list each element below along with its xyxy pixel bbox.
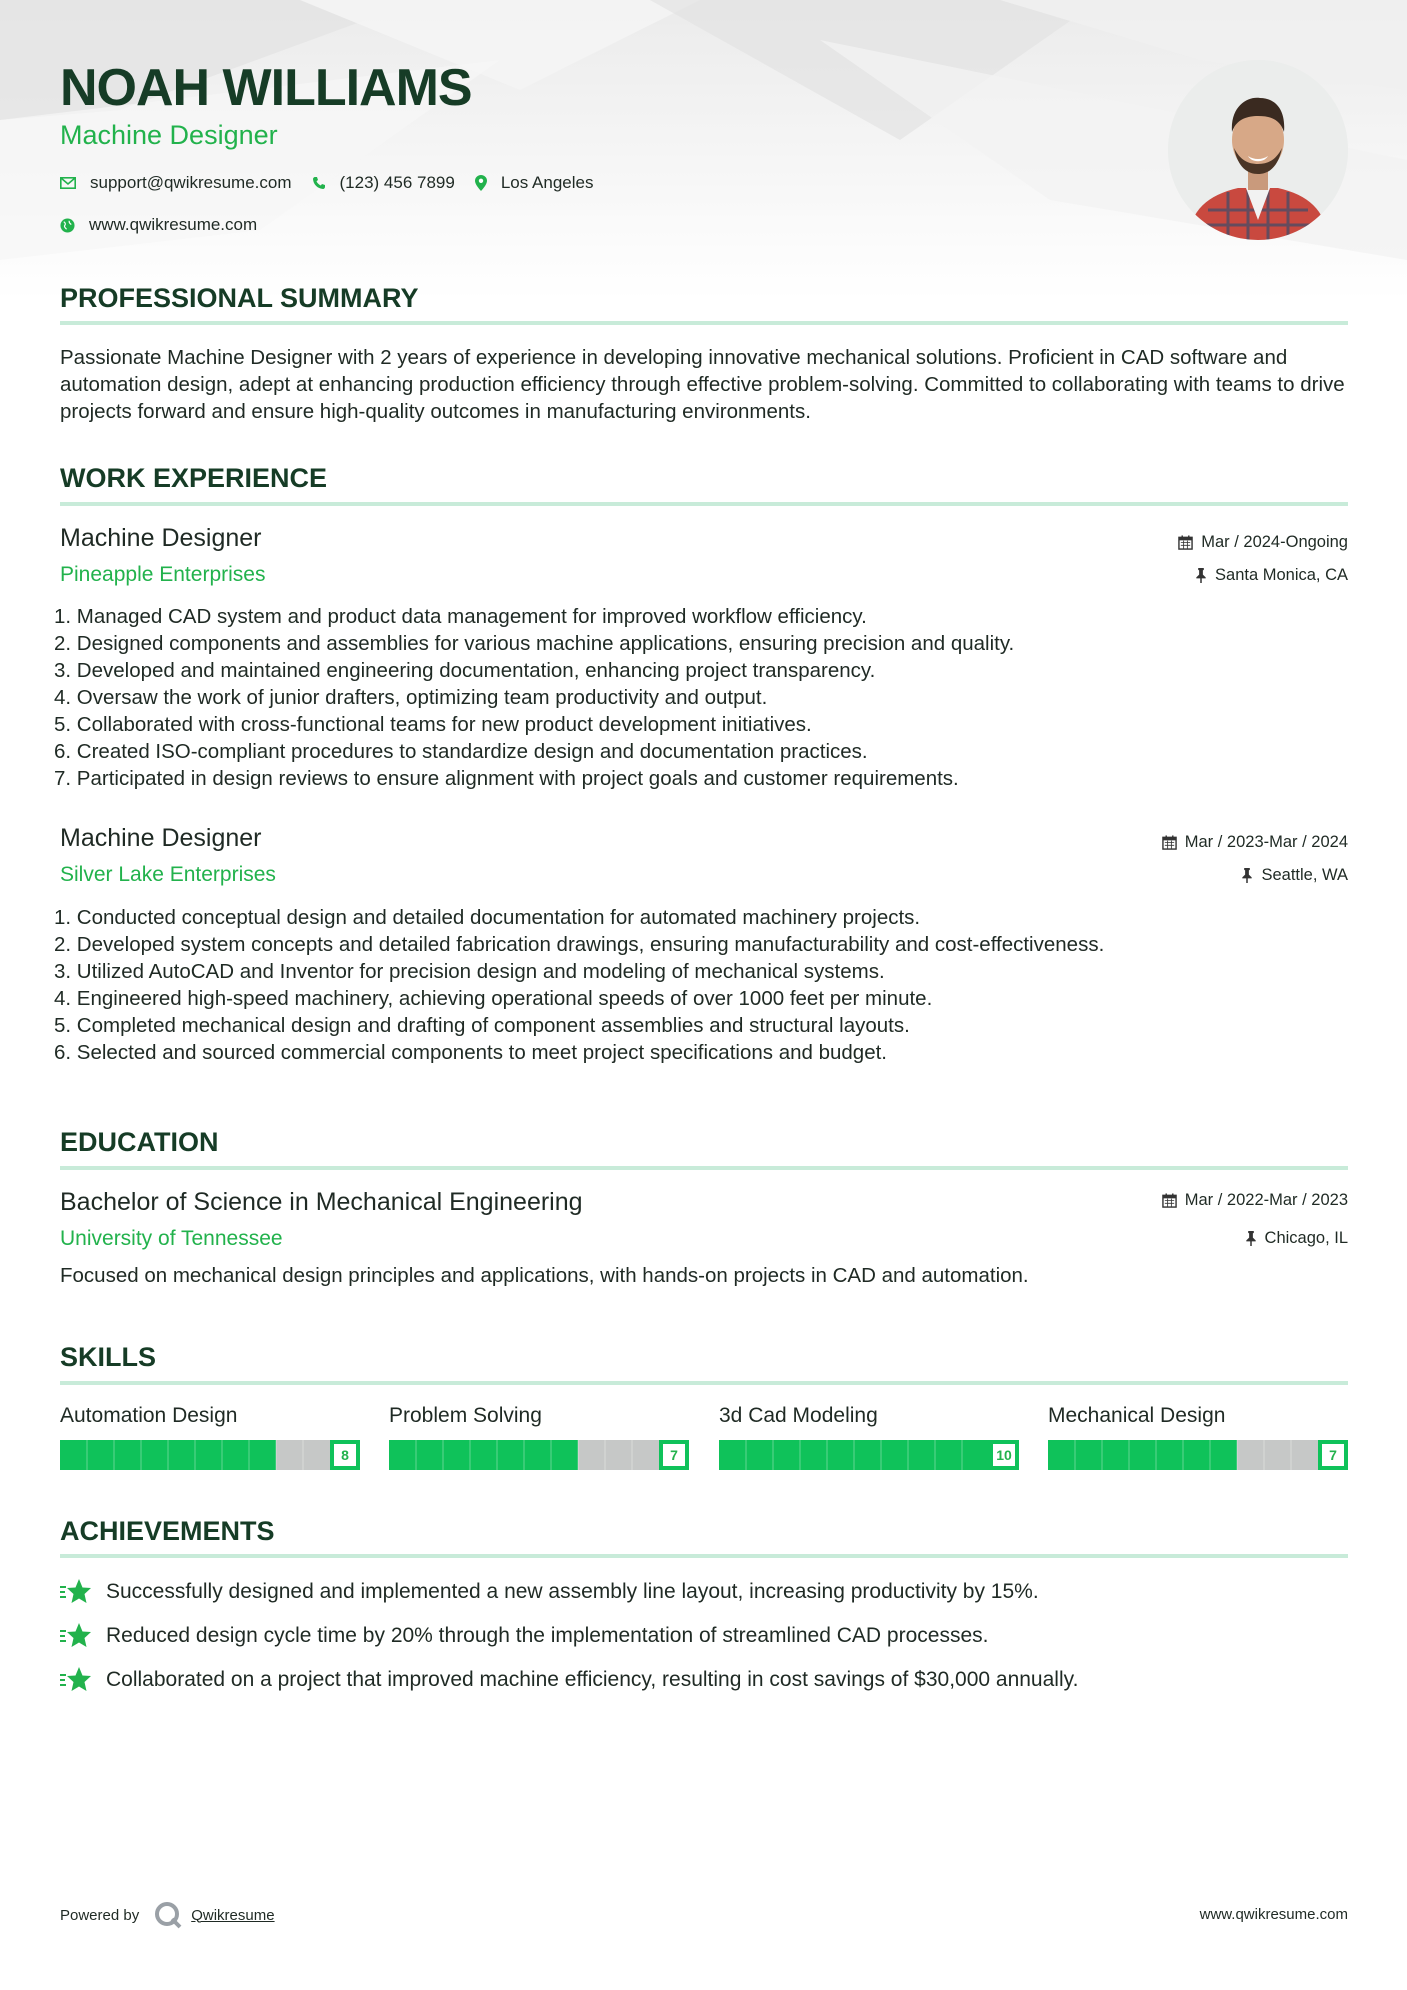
skill-segment [416,1440,443,1470]
skill-segment [60,1440,87,1470]
education-dates-text: Mar / 2022-Mar / 2023 [1184,1191,1348,1209]
location-text: Los Angeles [500,173,594,192]
job-dates-text: Mar / 2023-Mar / 2024 [1184,833,1348,851]
avatar [1168,60,1348,240]
job-location [1195,564,1348,586]
list-item: 1. Conducted conceptual design and detailed documentation for automated machinery projects. [54,906,921,929]
candidate-title: Machine Designer [60,120,278,150]
skill-segment [1075,1440,1102,1470]
skill-segment [1102,1440,1129,1470]
contact-row [60,172,613,194]
list-item: 3. Developed and maintained engineering documentation, enhancing project transparency. [54,659,876,682]
skill-bar [60,1440,360,1470]
experience-heading: WORK EXPERIENCE [60,463,328,493]
skill-bar [719,1440,1019,1470]
section-divider [60,1166,1348,1170]
skill-segment [881,1440,908,1470]
job-dates [1162,831,1348,853]
skill-segment [303,1440,330,1470]
skills-heading: SKILLS [60,1342,157,1372]
skill-segment [195,1440,222,1470]
calendar-icon [1162,1193,1177,1208]
skill-segment [1156,1440,1183,1470]
job-title: Machine Designer [60,824,262,852]
skill-segment [1183,1440,1210,1470]
skill-level-value: 7 [1329,1447,1337,1463]
website-text: www.qwikresume.com [89,215,258,234]
pushpin-icon [1245,1231,1257,1246]
school-name: University of Tennessee [60,1227,283,1250]
skill-segment [389,1440,416,1470]
map-pin-icon [475,175,487,191]
skill-label: Automation Design [60,1404,238,1427]
education-heading: EDUCATION [60,1127,219,1157]
skill-segment [908,1440,935,1470]
location-item [475,172,594,194]
degree-title: Bachelor of Science in Mechanical Engineering [60,1188,583,1216]
skill-bar-graphic [60,1440,360,1470]
calendar-icon [1178,535,1193,550]
list-item: 5. Collaborated with cross-functional teams for new product development initiatives. [54,713,812,736]
list-item: 6. Created ISO-compliant procedures to standardize design and documentation practices. [54,740,868,763]
skill-segment [935,1440,962,1470]
list-item: 4. Engineered high-speed machinery, achieving operational speeds of over 1000 feet per minute. [54,987,933,1010]
skill-bar [1048,1440,1348,1470]
skill-level-value: 8 [341,1447,349,1463]
star-icon [60,1578,92,1606]
skill-segment [719,1440,746,1470]
skill-segment [276,1440,303,1470]
skill-bar [389,1440,689,1470]
skill-bar-graphic [389,1440,689,1470]
skill-segment [1291,1440,1318,1470]
skill-level-value: 10 [996,1447,1012,1463]
skill-segment [854,1440,881,1470]
skill-segment [773,1440,800,1470]
section-divider [60,1381,1348,1385]
education-description: Focused on mechanical design principles and applications, with hands-on projects in CAD and automation. [60,1264,1029,1287]
job-location-text: Santa Monica, CA [1215,566,1348,584]
skill-segment [1210,1440,1237,1470]
job-bullets [54,603,1354,792]
phone-icon [312,176,326,190]
pushpin-icon [1241,868,1253,883]
achievement-item [60,1622,988,1650]
email-text: support@qwikresume.com [90,173,292,192]
skill-bar-graphic [719,1440,1019,1470]
skill-segment [443,1440,470,1470]
summary-text: Passionate Machine Designer with 2 years of experience in developing innovative mechanical solutions. Proficient in CAD software and automation design, adept at enhancing production efficiency through effective problem-solving. Committed to collaborating with teams to drive projects forward and ensure high-quality outcomes in manufacturing environments. [60,346,1345,423]
achievement-item [60,1666,1078,1694]
job-location-text: Seattle, WA [1261,866,1348,884]
job-dates [1178,531,1348,553]
skill-segment [168,1440,195,1470]
skill-segment [222,1440,249,1470]
list-item: 5. Completed mechanical design and drafting of component assemblies and structural layouts. [54,1014,910,1037]
list-item: 6. Selected and sourced commercial components to meet project specifications and budget. [54,1041,887,1064]
section-divider [60,1554,1348,1558]
skill-segment [141,1440,168,1470]
company-name: Silver Lake Enterprises [60,863,276,886]
education-location-text: Chicago, IL [1264,1229,1348,1247]
skill-segment [827,1440,854,1470]
website-item[interactable] [60,214,257,236]
skill-level-value: 7 [670,1447,678,1463]
list-item: 3. Utilized AutoCAD and Inventor for precision design and modeling of mechanical systems. [54,960,885,983]
brand-link[interactable]: Qwikresume [191,1906,275,1924]
skill-label: Problem Solving [389,1404,542,1427]
candidate-name: NOAH WILLIAMS [60,59,472,117]
skill-label: 3d Cad Modeling [719,1404,878,1427]
skill-bar-graphic [1048,1440,1348,1470]
skill-segment [1048,1440,1075,1470]
skill-segment [1237,1440,1264,1470]
website-row [60,214,277,236]
company-name: Pineapple Enterprises [60,563,266,586]
skill-segment [87,1440,114,1470]
skill-segment [578,1440,605,1470]
star-icon [60,1666,92,1694]
skill-segment [632,1440,659,1470]
skill-segment [249,1440,276,1470]
phone-text: (123) 456 7899 [339,173,455,192]
skill-segment [800,1440,827,1470]
email-item[interactable] [60,172,292,194]
list-item: 2. Developed system concepts and detailed fabrication drawings, ensuring manufacturability and cost-effectiveness. [54,933,1105,956]
skill-segment [605,1440,632,1470]
section-divider [60,321,1348,325]
achievement-text: Collaborated on a project that improved machine efficiency, resulting in cost savings of $30,000 annually. [106,1668,1079,1691]
achievements-heading: ACHIEVEMENTS [60,1516,275,1546]
phone-item[interactable] [312,172,455,194]
skill-segment [746,1440,773,1470]
footer-website[interactable]: www.qwikresume.com [1199,1906,1348,1923]
education-location [1245,1227,1348,1249]
skill-segment [114,1440,141,1470]
skill-segment [524,1440,551,1470]
pushpin-icon [1195,568,1207,583]
achievement-text: Successfully designed and implemented a new assembly line layout, increasing productivity by 15%. [106,1580,1039,1603]
section-divider [60,502,1348,506]
star-icon [60,1622,92,1650]
achievement-text: Reduced design cycle time by 20% through the implementation of streamlined CAD processes. [106,1624,989,1647]
list-item: 1. Managed CAD system and product data management for improved workflow efficiency. [54,605,867,628]
skill-segment [470,1440,497,1470]
skill-segment [551,1440,578,1470]
calendar-icon [1162,835,1177,850]
mail-icon [60,177,76,189]
skill-segment [962,1440,989,1470]
job-bullets [54,904,1354,1066]
summary-heading: PROFESSIONAL SUMMARY [60,283,419,313]
skill-segment [1264,1440,1291,1470]
profile-photo [1168,60,1348,240]
powered-by-text: Powered by [60,1906,140,1924]
skill-segment [1129,1440,1156,1470]
footer-powered-by [60,1900,275,1930]
list-item: 2. Designed components and assemblies for various machine applications, ensuring precision and quality. [54,632,1015,655]
skill-label: Mechanical Design [1048,1404,1226,1427]
qwikresume-logo-icon [153,1900,183,1930]
list-item: 4. Oversaw the work of junior drafters, optimizing team productivity and output. [54,686,768,709]
job-location [1241,864,1348,886]
list-item: 7. Participated in design reviews to ensure alignment with project goals and customer requirements. [54,767,959,790]
globe-icon [60,218,75,233]
job-dates-text: Mar / 2024-Ongoing [1201,533,1348,551]
education-dates [1162,1189,1348,1211]
achievement-item [60,1578,1039,1606]
job-title: Machine Designer [60,524,262,552]
skill-segment [497,1440,524,1470]
